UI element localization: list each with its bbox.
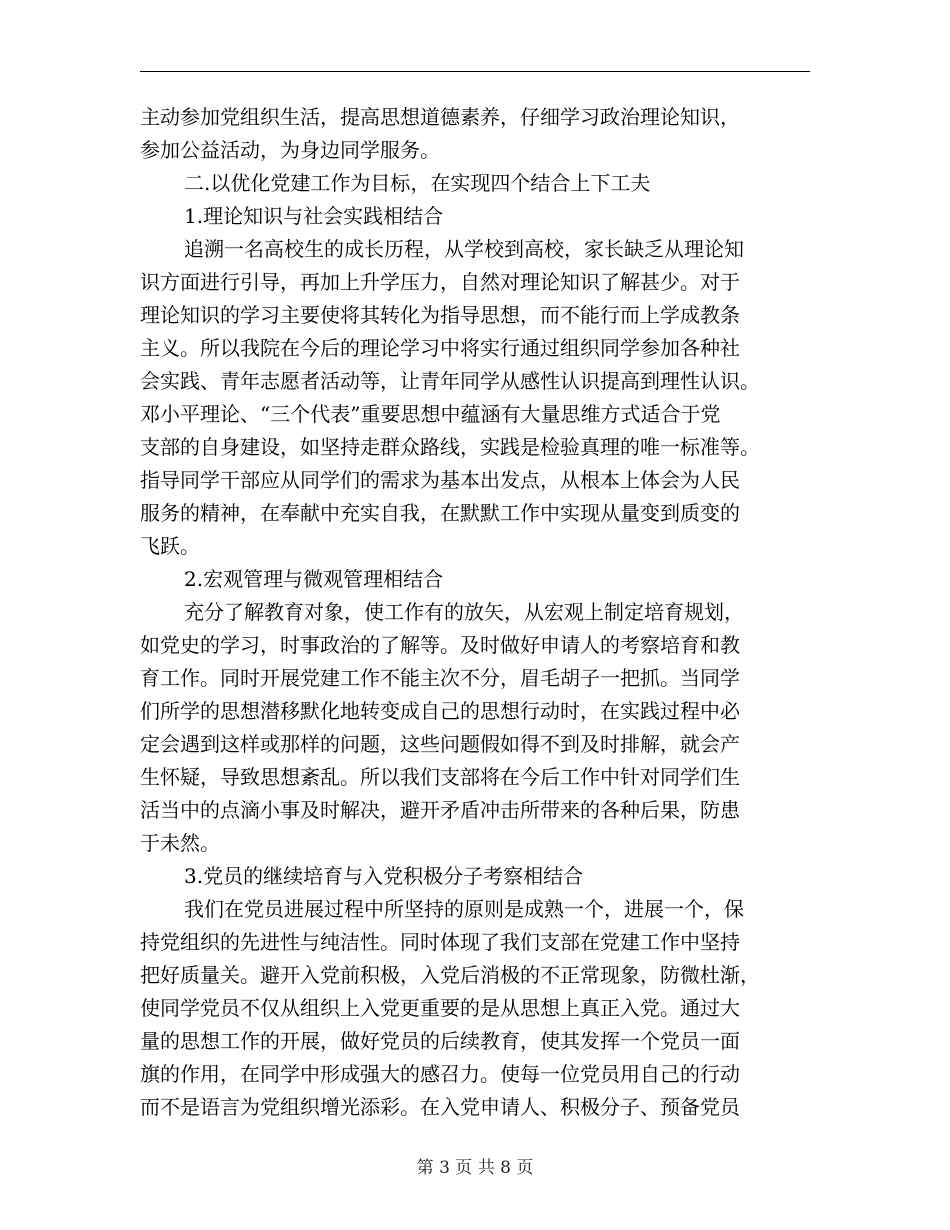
page-footer: 第 3 页 共 8 页 — [416, 1158, 534, 1178]
text-line: 二.以优化党建工作为目标，在实现四个结合上下工夫 — [184, 171, 651, 195]
text-line: 如党史的学习，时事政治的了解等。及时做好申请人的考察培育和教 — [140, 633, 740, 657]
text-line: 生怀疑，导致思想紊乱。所以我们支部将在今后工作中针对同学们生 — [140, 765, 740, 789]
text-line: 我们在党员进展过程中所坚持的原则是成熟一个，进展一个，保 — [184, 897, 744, 921]
text-line: 量的思想工作的开展，做好党员的后续教育，使其发挥一个党员一面 — [140, 1029, 740, 1053]
text-line: 会实践、青年志愿者活动等，让青年同学从感性认识提高到理性认识。 — [140, 369, 760, 393]
text-line: 持党组织的先进性与纯洁性。同时体现了我们支部在党建工作中坚持 — [140, 930, 740, 954]
text-line: 2.宏观管理与微观管理相结合 — [184, 567, 444, 591]
text-line: 于未然。 — [140, 831, 220, 855]
text-line: 3.党员的继续培育与入党积极分子考察相结合 — [184, 864, 584, 888]
text-line: 而不是语言为党组织增光添彩。在入党申请人、积极分子、预备党员 — [140, 1095, 740, 1119]
text-line: 飞跃。 — [140, 534, 200, 558]
body-text — [140, 101, 815, 1124]
text-line: 旗的作用，在同学中形成强大的感召力。使每一位党员用自己的行动 — [140, 1062, 740, 1086]
text-line: 1.理论知识与社会实践相结合 — [184, 204, 444, 228]
text-line: 主义。所以我院在今后的理论学习中将实行通过组织同学参加各种社 — [140, 336, 740, 360]
text-line: 追溯一名高校生的成长历程，从学校到高校，家长缺乏从理论知 — [184, 237, 744, 261]
text-line: 充分了解教育对象，使工作有的放矢，从宏观上制定培育规划， — [184, 600, 744, 624]
text-line: 识方面进行引导，再加上升学压力，自然对理论知识了解甚少。对于 — [140, 270, 740, 294]
text-line: 主动参加党组织生活，提高思想道德素养，仔细学习政治理论知识， — [140, 105, 740, 129]
text-line: 定会遇到这样或那样的问题，这些问题假如得不到及时排解，就会产 — [140, 732, 740, 756]
text-line: 参加公益活动，为身边同学服务。 — [140, 138, 440, 162]
text-line: 指导同学干部应从同学们的需求为基本出发点，从根本上体会为人民 — [140, 468, 740, 492]
text-line: 们所学的思想潜移默化地转变成自己的思想行动时，在实践过程中必 — [140, 699, 740, 723]
text-line: 育工作。同时开展党建工作不能主次不分，眉毛胡子一把抓。当同学 — [140, 666, 740, 690]
text-line: 活当中的点滴小事及时解决，避开矛盾冲击所带来的各种后果，防患 — [140, 798, 740, 822]
text-line: 邓小平理论、“三个代表”重要思想中蕴涵有大量思维方式适合于党 — [140, 402, 721, 426]
text-line: 使同学党员不仅从组织上入党更重要的是从思想上真正入党。通过大 — [140, 996, 740, 1020]
text-line: 理论知识的学习主要使将其转化为指导思想，而不能行而上学成教条 — [140, 303, 740, 327]
text-line: 支部的自身建设，如坚持走群众路线，实践是检验真理的唯一标准等。 — [140, 435, 760, 459]
text-line: 把好质量关。避开入党前积极，入党后消极的不正常现象，防微杜渐， — [140, 963, 760, 987]
header-rule — [140, 71, 810, 72]
text-line: 服务的精神，在奉献中充实自我，在默默工作中实现从量变到质变的 — [140, 501, 740, 525]
